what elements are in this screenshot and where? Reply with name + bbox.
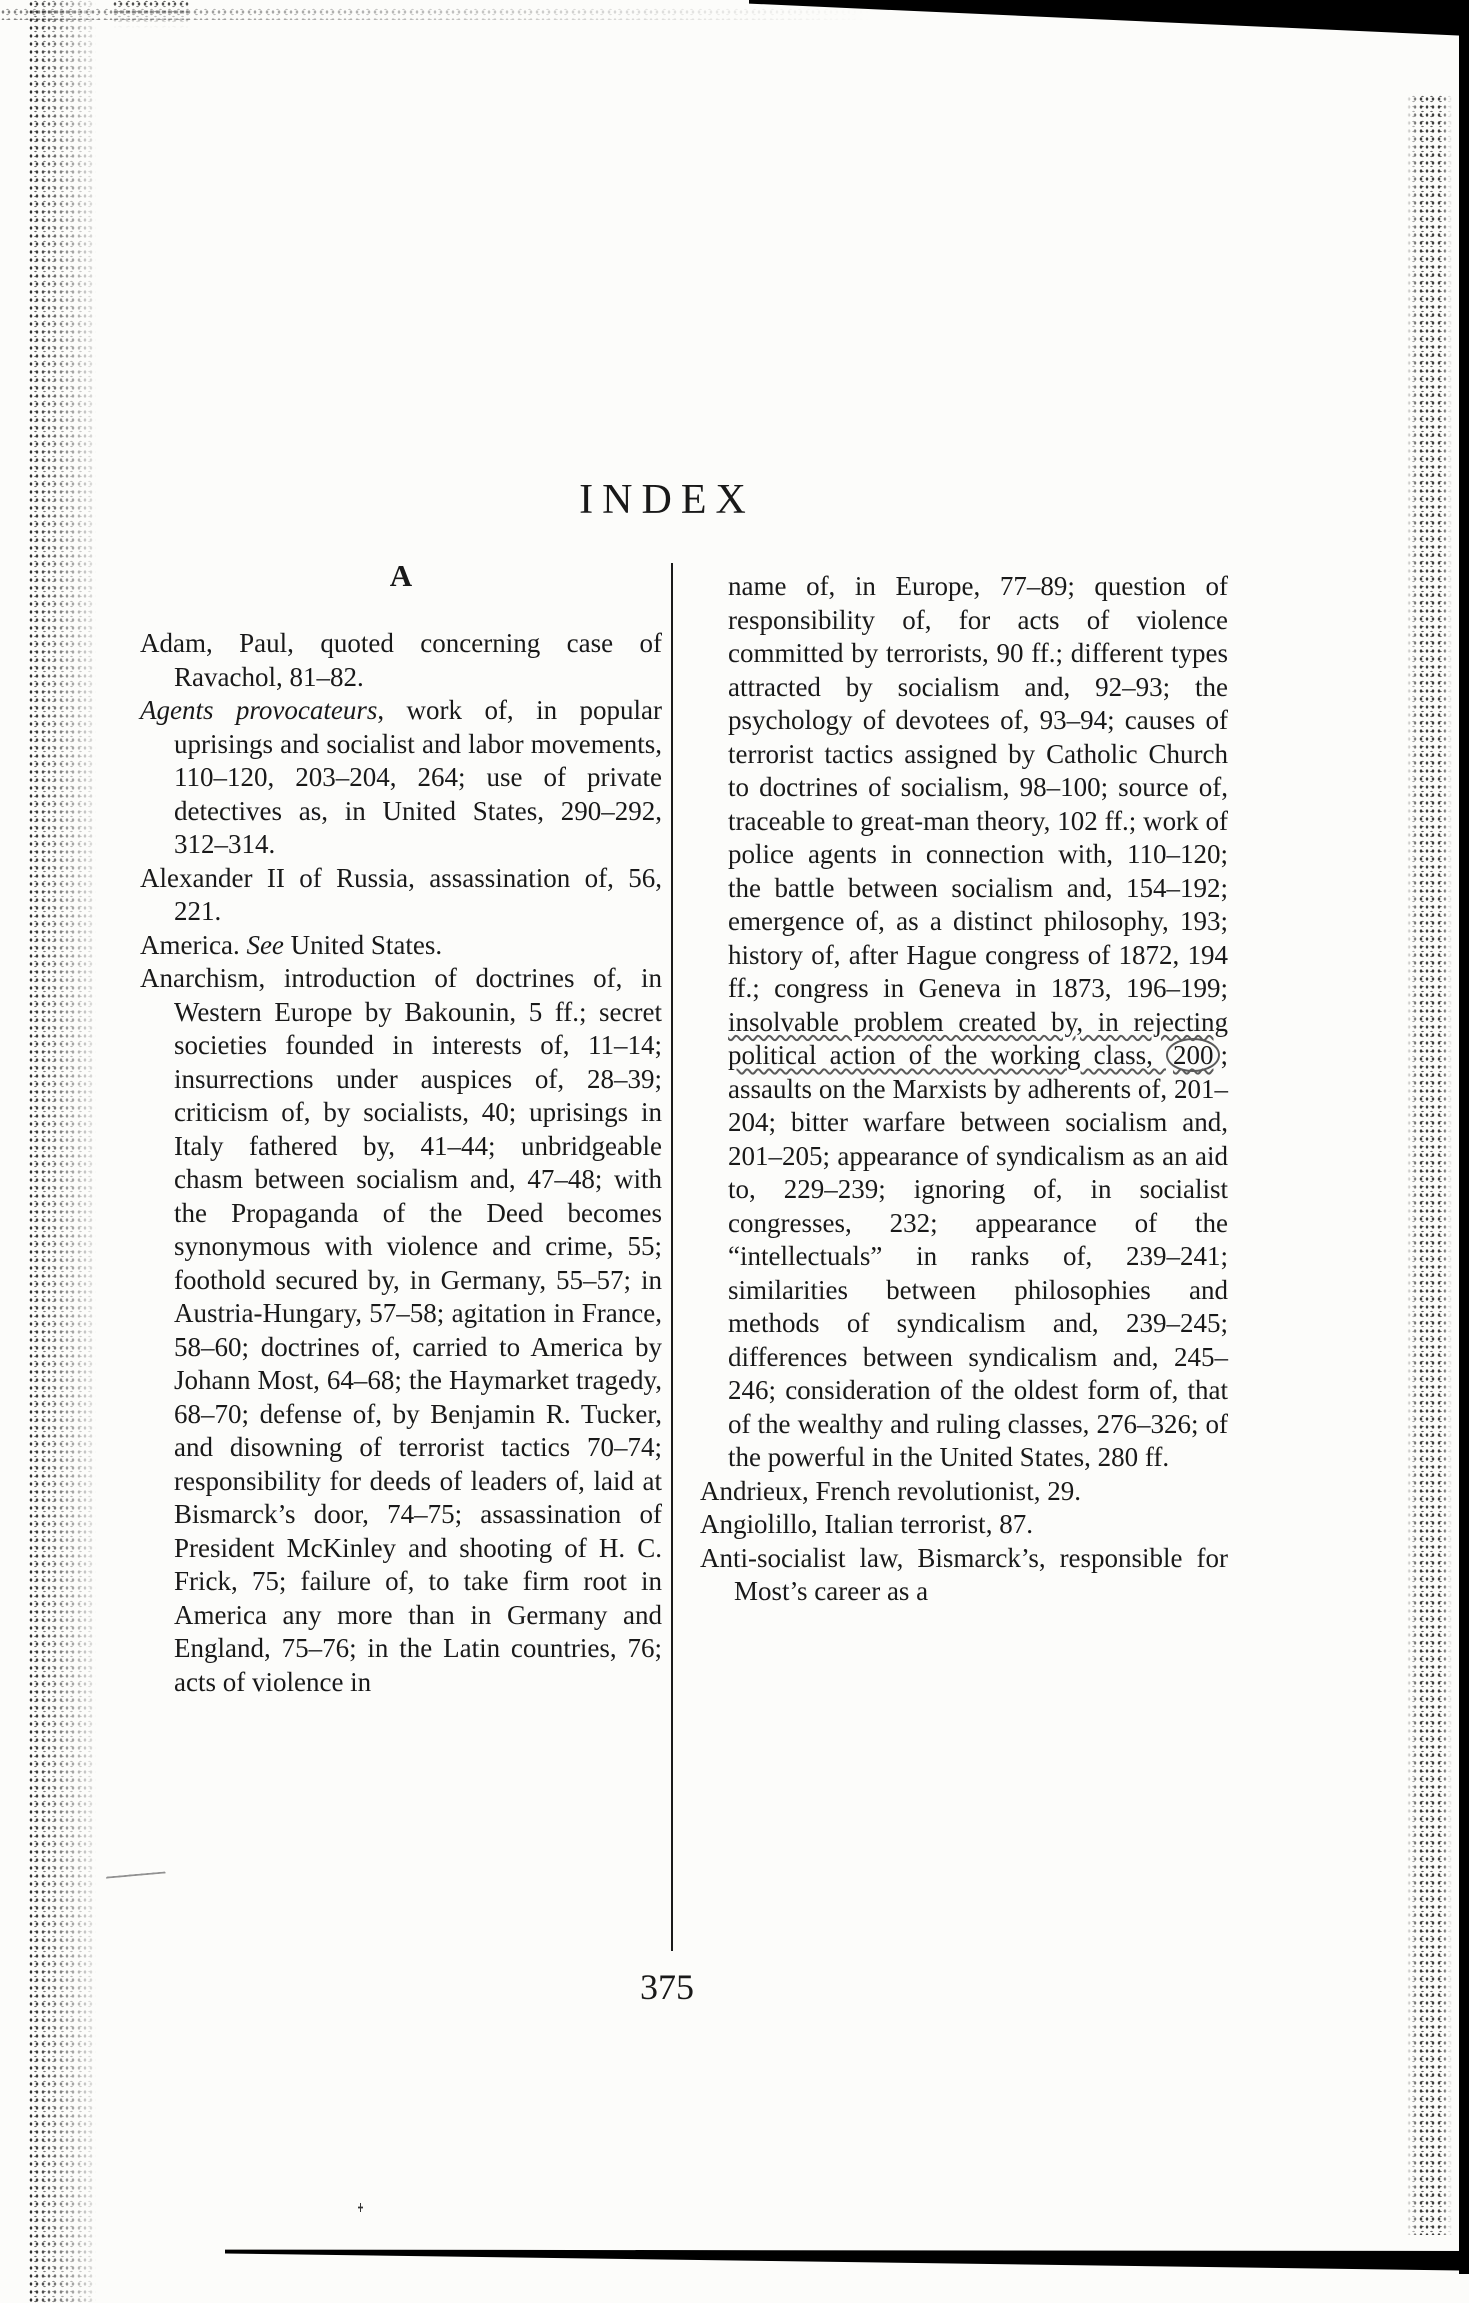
entry-text: Andrieux, French revolutionist, 29. <box>700 1475 1081 1506</box>
index-entry <box>140 929 662 963</box>
scan-artifact-top-left-speckle <box>112 0 190 28</box>
index-column-right <box>700 570 1228 1609</box>
index-column-left <box>140 627 662 1699</box>
scan-artifact-left-edge-noise <box>28 0 96 2303</box>
entry-text: Adam, Paul, quoted concerning case of Ravachol, 81–82. <box>140 628 662 692</box>
index-entry <box>140 694 662 862</box>
page-title: INDEX <box>579 477 755 524</box>
pencil-margin-mark <box>106 1871 166 1882</box>
section-letter: A <box>389 558 413 593</box>
index-entry <box>140 627 662 694</box>
entry-text: Anti-socialist law, Bismarck’s, responsible for Most’s career as a <box>700 1542 1228 1606</box>
pencil-underlined-text: insolvable problem created by, in rejecting political action of the working class, <box>728 1006 1228 1070</box>
scan-artifact-right-edge <box>1459 26 1469 2274</box>
entry-text: Alexander II of Russia, assassination of, 56, 221. <box>140 862 662 926</box>
index-entry <box>700 570 1228 1475</box>
index-entry <box>700 1542 1228 1609</box>
entry-text: Angiolillo, Italian terrorist, 87. <box>700 1509 1033 1539</box>
entry-text: , work of, in popular uprisings and socialist and labor movements, 110–120, 203–204, 264; use of private detectives as, in United States, 290–292, 312–314. <box>174 695 662 859</box>
circled-page-ref: 200 <box>1166 1038 1221 1072</box>
entry-text: Anarchism, introduction of doctrines of, in Western Europe by Bakounin, 5 ff.; secret societies founded in interests of, 11–14; insurrections under auspices of, 28–39; criticism of, by socialists, 40; uprisings in Italy fathered by, 41–44; unbridgeable chasm between socialism and, 47–48; with the Propaganda of the Deed becomes synonymous with violence and crime, 55; foothold secured by, in Germany, 55–57; in Austria-Hungary, 57–58; agitation in France, 58–60; doctrines of, carried to America by Johann Most, 64–68; the Haymarket tragedy, 68–70; defense of, by Benjamin R. Tucker, and disowning of terrorist tactics 70–74; responsibility for deeds of leaders of, laid at Bismarck’s door, 74–75; assassination of President McKinley and shooting of H. C. Frick, 75; failure of, to take firm root in America any more than in Germany and England, 75–76; in the Latin countries, 76; acts of violence in <box>140 963 662 1697</box>
scan-artifact-stray-mark <box>358 2203 363 2212</box>
index-entry <box>700 1475 1228 1509</box>
index-entry <box>140 862 662 929</box>
scan-artifact-right-gutter-noise <box>1406 95 1452 2235</box>
index-entry <box>700 1508 1228 1542</box>
page-number: 375 <box>640 1967 694 2007</box>
entry-text: name of, in Europe, 77–89; question of responsibility of, for acts of violence committed by terrorists, 90 ff.; different types attracted by socialism and, 92–93; the psychology of devotees of, 93–94; causes of terrorist tactics assigned by Catholic Church to doctrines of socialism, 98–100; source of, traceable to great-man theory, 102 ff.; work of police agents in connection with, 110–120; the battle between socialism and, 154–192; emergence of, as a distinct philosophy, 193; history of, after Hague congress of 1872, 194 ff.; congress in Geneva in 1873, 196–199; <box>728 571 1228 1003</box>
entry-text: America. <box>140 929 247 960</box>
entry-text: ; assaults on the Marxists by adherents of, 201–204; bitter warfare between socialism and, 201–205; appearance of syndicalism as an aid to, 229–239; ignoring of, in socialist congresses, 232; appearance of the “intellectuals” in ranks of, 239–241; similarities between philosophies and methods of syndicalism and, 239–245; differences between syndicalism and, 245–246; consideration of the oldest form of, that of the wealthy and ruling classes, 276–326; of the powerful in the United States, 280 ff. <box>728 1040 1228 1472</box>
column-divider <box>671 563 673 1951</box>
index-entry <box>140 962 662 1699</box>
italic-entry-text: See <box>246 929 284 960</box>
entry-text: United States. <box>283 929 443 960</box>
scan-artifact-bottom-edge <box>225 2244 1469 2272</box>
italic-entry-text: Agents provocateurs <box>140 695 378 725</box>
